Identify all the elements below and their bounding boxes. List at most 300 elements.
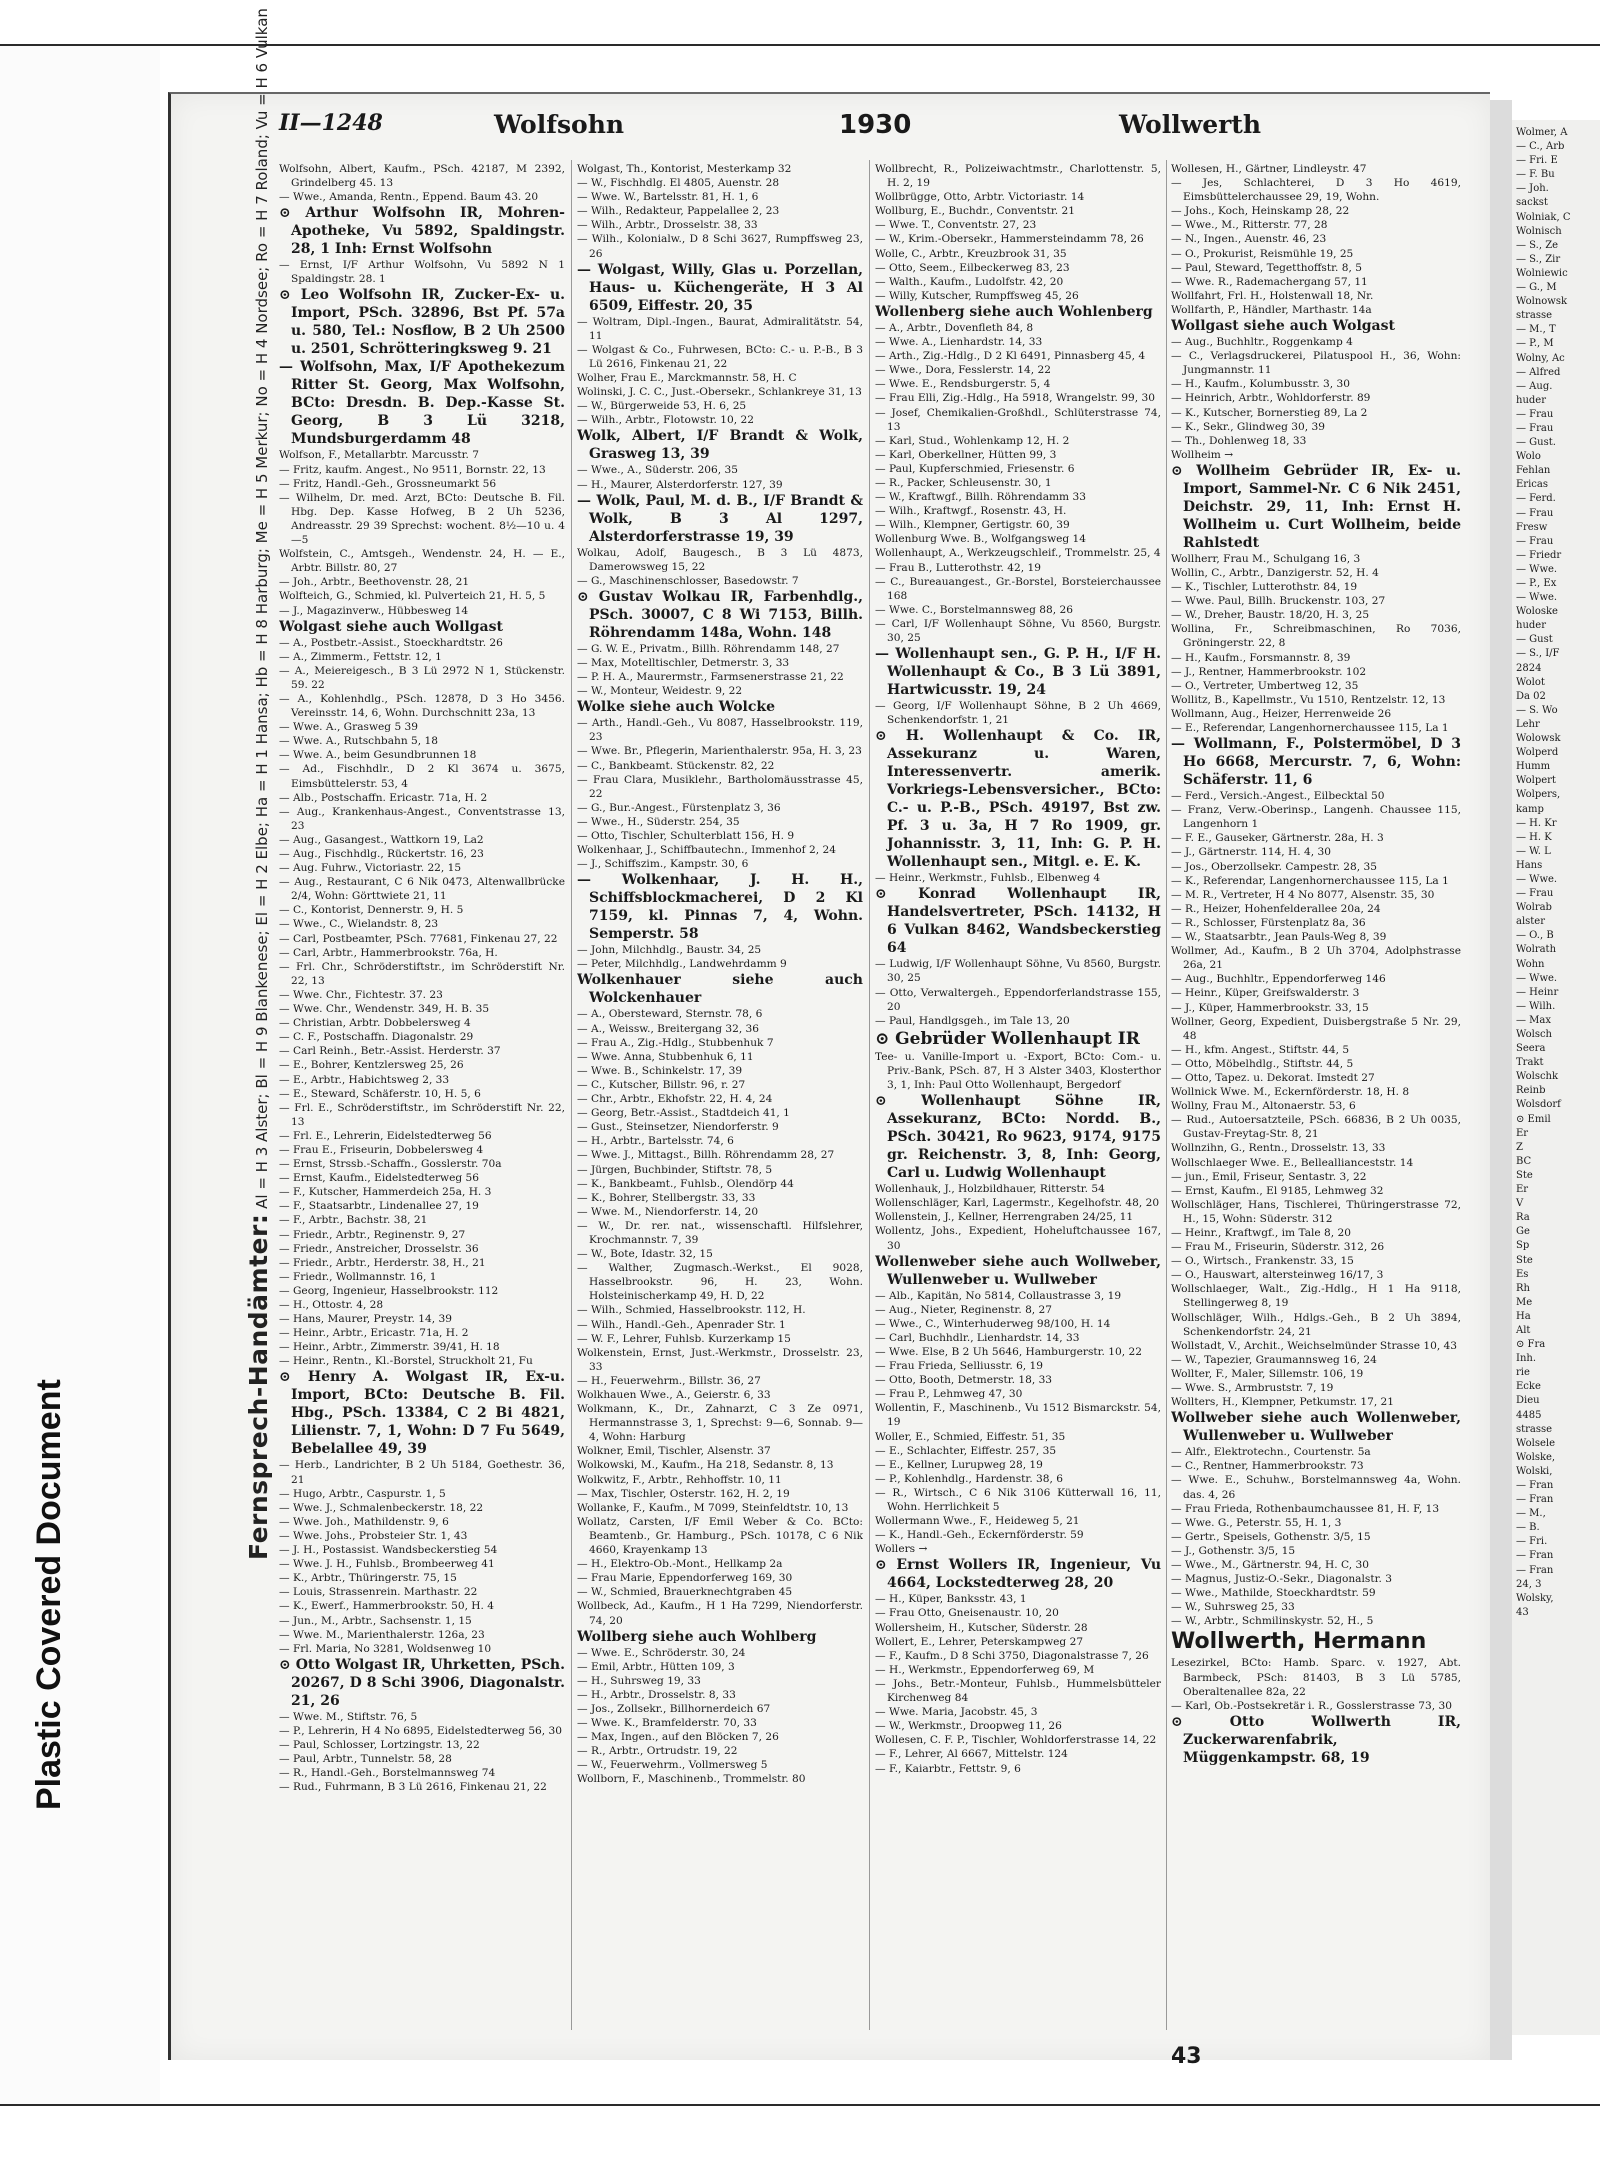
directory-entry: — Wwe. M., Marienthalerstr. 126a, 23: [279, 1628, 485, 1641]
directory-entry: — Arth., Zig.-Hdlg., D 2 Kl 6491, Pinnasberg 45, 4: [875, 350, 1146, 363]
directory-entry: — Wwe., Amanda, Rentn., Eppend. Baum 43. 20: [279, 191, 539, 204]
directory-entry: — K., Bankbeamt., Fuhlsb., Olendörp 44: [577, 1177, 794, 1190]
adjacent-line: — Wwe.: [1516, 873, 1558, 885]
adjacent-line: Sp: [1516, 1240, 1530, 1252]
adjacent-line: Wolski,: [1516, 1465, 1553, 1477]
directory-entry: — Frau E., Friseurin, Dobbelersweg 4: [279, 1143, 484, 1156]
adjacent-line: — F. Bu: [1516, 169, 1555, 181]
adjacent-line: — Fran: [1516, 1480, 1554, 1491]
directory-entry: ⊙ Gustav Wolkau IR, Farbenhdlg., PSch. 30007, C 8 Wi 7153, Billh. Röhrendamm 148a, Wohn. 148: [577, 588, 863, 641]
adjacent-line: Wolowsk: [1516, 733, 1561, 745]
directory-entry: Wollmer, Ad., Kaufm., B 2 Uh 3704, Adolphstrasse 26a, 21: [1171, 945, 1461, 972]
adjacent-line: Fehlan: [1516, 465, 1551, 477]
adjacent-line: — S. Wo: [1516, 704, 1558, 716]
adjacent-line: Wolsele: [1516, 1437, 1555, 1449]
column-divider: [1166, 160, 1167, 2030]
adjacent-line: Fresw: [1516, 521, 1548, 533]
directory-entry: — Otto, Verwaltergeh., Eppendorferlandstrasse 155, 20: [875, 986, 1161, 1013]
adjacent-line: sackst: [1516, 197, 1548, 209]
directory-entry: — Paul, Steward, Tegetthoffstr. 8, 5: [1171, 261, 1362, 274]
directory-entry: — Wwe. M., Niendorferstr. 14, 20: [577, 1205, 759, 1218]
directory-entry: — C., Kontorist, Dennerstr. 9, H. 5: [279, 904, 464, 917]
directory-entry: — Paul, Handlgsgeh., im Tale 13, 20: [875, 1014, 1070, 1027]
directory-entry: — J., Magazinverw., Hübbesweg 14: [279, 604, 469, 617]
adjacent-line: Wolrath: [1516, 944, 1557, 956]
directory-entry: Woller, E., Schmied, Eiffestr. 51, 35: [875, 1430, 1066, 1443]
directory-entry: Wolkner, Emil, Tischler, Alsenstr. 37: [577, 1445, 771, 1458]
directory-entry: Wollenstein, J., Kellner, Herrengraben 24/25, 11: [875, 1211, 1134, 1224]
directory-entry: Wollermann Wwe., F., Heideweg 5, 21: [875, 1515, 1080, 1528]
adjacent-line: Es: [1516, 1268, 1529, 1280]
adjacent-line: Wolot: [1516, 676, 1545, 688]
directory-entry: — K., Ewerf., Hammerbrookstr. 50, H. 4: [279, 1600, 495, 1613]
directory-entry: Wollentin, F., Maschinenb., Vu 1512 Bismarckstr. 54, 19: [875, 1402, 1161, 1429]
directory-entry: — H., Küper, Banksstr. 43, 1: [875, 1593, 1027, 1606]
directory-entry: — M. R., Vertreter, H 4 No 8077, Alsenstr. 35, 30: [1171, 888, 1435, 901]
directory-entry: — C., Kutscher, Billstr. 96, r. 27: [577, 1078, 746, 1091]
directory-entry: — R., Handl.-Geh., Borstelmannsweg 74: [279, 1767, 496, 1780]
directory-entry: — Wwe., C., Winterhuderweg 98/100, H. 14: [875, 1317, 1111, 1330]
directory-entry: Wolher, Frau E., Marckmannstr. 58, H. C: [577, 372, 797, 385]
adjacent-line: Wolperd: [1516, 747, 1559, 759]
adjacent-line: — Fran: [1516, 1564, 1554, 1576]
directory-entry: — H., Maurer, Alsterdorferstr. 127, 39: [577, 478, 783, 491]
directory-entry: Wolfsohn, Albert, Kaufm., PSch. 42187, M 2392, Grindelberg 45. 13: [279, 163, 565, 190]
adjacent-line: Wolske,: [1516, 1451, 1556, 1463]
directory-entry: Wolkenhauer siehe auch Wolckenhauer: [577, 972, 863, 1007]
directory-entry: — Alb., Postschaffn. Ericastr. 71a, H. 2: [279, 791, 488, 804]
adjacent-line: — Wilh.: [1516, 1000, 1556, 1012]
directory-entry: — J. H., Postassist. Wandsbeckerstieg 54: [279, 1544, 498, 1557]
adjacent-line: Wolpers,: [1516, 789, 1561, 801]
adjacent-line: Er: [1516, 1184, 1529, 1196]
directory-entry: — K., Tischler, Lutterothstr. 84, 19: [1171, 581, 1358, 594]
directory-entry: — C., Bureauangest., Gr.-Borstel, Borsteierchaussee 168: [875, 575, 1161, 602]
bottom-border: [0, 2104, 1600, 2106]
adjacent-line: Wolsdorf: [1516, 1099, 1561, 1111]
directory-entry: — O., Hauswart, altersteinweg 16/17, 3: [1171, 1269, 1384, 1282]
directory-entry: Wollersheim, H., Kutscher, Süderstr. 28: [875, 1621, 1088, 1634]
directory-entry: Wollheim →: [1171, 448, 1234, 461]
directory-entry: — Peter, Milchhdlg., Landwehrdamm 9: [577, 958, 787, 971]
directory-entry: Wollesen, C. F. P., Tischler, Wohldorferstrasse 14, 22: [875, 1734, 1157, 1747]
directory-entry: — Jürgen, Buchbinder, Stiftstr. 78, 5: [577, 1163, 773, 1176]
directory-entry: Wollschläger, Wilh., Hdlgs.-Geh., B 2 Uh 3894, Schenkendorfstr. 24, 21: [1171, 1311, 1461, 1338]
directory-entry: — Paul, Arbtr., Tunnelstr. 58, 28: [279, 1753, 452, 1766]
adjacent-line: ⊙ Fra: [1516, 1339, 1546, 1351]
directory-entry: — Wwe. J., Mittagst., Billh. Röhrendamm 28, 27: [577, 1149, 835, 1162]
directory-entry: — N., Ingen., Auenstr. 46, 23: [1171, 233, 1327, 246]
adjacent-line: — Fran: [1516, 1550, 1554, 1562]
directory-entry: ⊙ Wollheim Gebrüder IR, Ex- u. Import, Sammel-Nr. C 6 Nik 2451, Deichstr. 29, 11, Inh: Ernst H. Wollheim u. Curt Wollheim, beide Rahlstedt: [1171, 462, 1461, 551]
adjacent-line: — H. K: [1516, 831, 1552, 843]
adjacent-line: — Ferd.: [1516, 493, 1556, 505]
directory-entry: — Georg, Ingenieur, Hasselbrookstr. 112: [279, 1284, 499, 1297]
adjacent-line: — Fran: [1516, 1494, 1554, 1506]
directory-entry: — Wwe. Chr., Fichtestr. 37. 23: [279, 988, 443, 1001]
directory-entry: — Wwe. B., Schinkelstr. 17, 39: [577, 1064, 743, 1077]
directory-entry: — E., Bohrer, Kentzlersweg 25, 26: [279, 1059, 464, 1072]
adjacent-page: [1512, 120, 1600, 2035]
directory-entry: — Aug., Gasangest., Wattkorn 19, La2: [279, 833, 484, 846]
directory-entry: — W., Werkmstr., Droopweg 11, 26: [875, 1720, 1062, 1733]
directory-entry: Wollitz, B., Kapellmstr., Vu 1510, Rentzelstr. 12, 13: [1171, 693, 1446, 706]
directory-entry: Wollgast siehe auch Wolgast: [1171, 318, 1395, 335]
directory-entry: Wollner, Georg, Expedient, Duisbergstraße 5 Nr. 29, 48: [1171, 1015, 1461, 1042]
directory-entry: — Wwe. J., Schmalenbeckerstr. 18, 22: [279, 1501, 484, 1514]
directory-entry: — Wilh., Klempner, Gertigstr. 60, 39: [875, 519, 1070, 532]
adjacent-line: Hans: [1516, 859, 1543, 871]
directory-entry: Wolgast siehe auch Wollgast: [279, 618, 503, 635]
adjacent-line: — Gust.: [1516, 437, 1556, 449]
adjacent-line: — Joh.: [1516, 183, 1549, 195]
directory-entry: — H., Arbtr., Drosselstr. 8, 33: [577, 1688, 736, 1701]
directory-entry: — Georg, Betr.-Assist., Stadtdeich 41, 1: [577, 1107, 790, 1120]
adjacent-line: BC: [1516, 1155, 1532, 1167]
directory-entry: — Ernst, Kaufm., El 9185, Lehmweg 32: [1171, 1184, 1384, 1197]
directory-entry: — Ludwig, I/F Wollenhaupt Söhne, Vu 8560, Burgstr. 30, 25: [875, 958, 1161, 985]
directory-entry: — F., Lehrer, Al 6667, Mittelstr. 124: [875, 1748, 1068, 1761]
directory-entry: — R., Packer, Schleusenstr. 30, 1: [875, 476, 1052, 489]
directory-entry: — F., Kaufm., D 8 Schi 3750, Diagonalstrasse 7, 26: [875, 1649, 1149, 1662]
directory-entry: Wollentz, Johs., Expedient, Hoheluftchaussee 167, 30: [875, 1225, 1161, 1252]
adjacent-line: rie: [1516, 1367, 1530, 1379]
adjacent-line: — Frau: [1516, 507, 1554, 519]
directory-entry: — Frl. E., Schröderstiftstr., im Schröderstift Nr. 22, 13: [279, 1101, 565, 1128]
adjacent-line: — Friedr: [1516, 549, 1562, 561]
directory-entry: — P., Lehrerin, H 4 No 6895, Eidelstedterweg 56, 30: [279, 1724, 563, 1737]
directory-entry: ⊙ Henry A. Wolgast IR, Ex-u. Import, BCto: Deutsche B. Fil. Hbg., PSch. 13384, C 2 Bi 4821, Lilienstr. 7, 1, Wohn: D 7 Fu 5649, Bebelallee 49, 39: [279, 1369, 565, 1458]
directory-entry: — Friedr., Anstreicher, Drosselstr. 36: [279, 1242, 479, 1255]
directory-entry: — W., Bote, Idastr. 32, 15: [577, 1248, 713, 1261]
directory-entry: — Wwe. A., Grasweg 5 39: [279, 721, 419, 734]
directory-entry: — Louis, Strassenrein. Marthastr. 22: [279, 1586, 478, 1599]
directory-entry: — Ferd., Versich.-Angest., Eilbecktal 50: [1171, 790, 1385, 803]
adjacent-line: — Frau: [1516, 888, 1554, 900]
directory-entry: — Gust., Steinsetzer, Niendorferstr. 9: [577, 1121, 779, 1134]
adjacent-line: — S., Zir: [1516, 253, 1561, 265]
directory-entry: — O., Prokurist, Reismühle 19, 25: [1171, 247, 1354, 260]
directory-entry: Wollenweber siehe auch Wollweber, Wullenweber u. Wullweber: [875, 1253, 1161, 1288]
directory-entry: — Carl, Buchhdlr., Lienhardstr. 14, 33: [875, 1331, 1080, 1344]
directory-entry: Wollina, Fr., Schreibmaschinen, Ro 7036, Gröningerstr. 22, 8: [1171, 623, 1461, 650]
directory-entry: — Wilh., Handl.-Geh., Apenrader Str. 1: [577, 1318, 786, 1331]
adjacent-line: huder: [1516, 394, 1546, 406]
adjacent-line: 24, 3: [1516, 1578, 1542, 1590]
directory-entry: ⊙ Arthur Wolfsohn IR, Mohren-Apotheke, Vu 5892, Spaldingstr. 28, 1 Inh: Ernst Wolfsohn: [279, 205, 565, 258]
directory-entry: — Friedr., Arbtr., Reginenstr. 9, 27: [279, 1228, 466, 1241]
adjacent-line: 4485: [1516, 1409, 1542, 1421]
directory-entry: — K., Bohrer, Stellbergstr. 33, 33: [577, 1191, 756, 1204]
adjacent-line: — Frau: [1516, 422, 1554, 434]
adjacent-line: Wolo: [1516, 451, 1541, 463]
directory-entry: — Wollenhaupt sen., G. P. H., I/F H. Wollenhaupt & Co., B 3 Lü 3891, Hartwicusstr. 19, 24: [875, 646, 1161, 699]
directory-entry: — W., Krim.-Obersekr., Hammersteindamm 78, 26: [875, 233, 1144, 246]
directory-entry: — Frau P., Lehmweg 47, 30: [875, 1388, 1023, 1401]
directory-entry: — Wolgast & Co., Fuhrwesen, BCto: C.- u. P.-B., B 3 Lü 2616, Finkenau 21, 22: [577, 343, 863, 370]
adjacent-line: kamp: [1516, 803, 1544, 815]
directory-entry: — P., Kohlenhdlg., Hardenstr. 38, 6: [875, 1472, 1064, 1485]
directory-entry: — Wwe. A., Rutschbahn 5, 18: [279, 735, 438, 748]
directory-entry: — E., Schlachter, Eiffestr. 257, 35: [875, 1444, 1057, 1457]
directory-entry: Wolle, C., Arbtr., Kreuzbrook 31, 35: [875, 247, 1067, 260]
directory-entry: — Heinr., Küper, Greifswalderstr. 3: [1171, 987, 1360, 1000]
column-3: [875, 162, 1161, 2042]
directory-entry: — G., Bur.-Angest., Fürstenplatz 3, 36: [577, 801, 781, 814]
directory-entry: — J., Rentner, Hammerbrookstr. 102: [1171, 665, 1367, 678]
adjacent-line: — Wwe.: [1516, 592, 1558, 604]
directory-entry: Wollenschläger, Karl, Lagermstr., Kegelhofstr. 48, 20: [875, 1197, 1160, 1210]
directory-entry: — H., Suhrsweg 19, 33: [577, 1674, 701, 1687]
adjacent-line: ⊙ Emil: [1516, 1113, 1551, 1125]
directory-entry: Wollnzihn, G., Rentn., Drosselstr. 13, 33: [1171, 1142, 1386, 1155]
directory-entry: — Herb., Landrichter, B 2 Uh 5184, Goethestr. 36, 21: [279, 1459, 565, 1486]
directory-entry: — Otto, Tischler, Schulterblatt 156, H. 9: [577, 830, 795, 842]
directory-entry: Lesezirkel, BCto: Hamb. Sparc. v. 1927, Abt. Barmbeck, PSch: 81403, B 3 Lü 5785, Oberaltenallee 82a, 22: [1171, 1657, 1461, 1698]
directory-entry: — G., Maschinenschlosser, Basedowstr. 7: [577, 574, 799, 587]
directory-entry: — Wolkenhaar, J. H. H., Schiffsblockmacherei, D 2 Kl 7159, kl. Pinnas 7, 4, Wohn. Semperstr. 58: [577, 872, 863, 943]
directory-entry: — Woltram, Dipl.-Ingen., Baurat, Admiralitätstr. 54, 11: [577, 315, 863, 342]
directory-entry: — Jos., Oberzollsekr. Campestr. 28, 35: [1171, 860, 1377, 873]
directory-entry: — Heinr., Kraftwgf., im Tale 8, 20: [1171, 1227, 1351, 1239]
directory-entry: — F., Kutscher, Hammerdeich 25a, H. 3: [279, 1186, 492, 1199]
directory-entry: Wollfahrt, Frl. H., Holstenwall 18, Nr.: [1171, 289, 1374, 302]
directory-entry: Wollwerth, Hermann: [1171, 1629, 1427, 1655]
directory-entry: — Alb., Kapitän, No 5814, Collaustrasse 3, 19: [875, 1289, 1122, 1302]
directory-entry: — Wwe. Joh., Mathildenstr. 9, 6: [279, 1515, 449, 1528]
directory-entry: — K., Handl.-Geh., Eckernförderstr. 59: [875, 1529, 1084, 1542]
adjacent-line: Ste: [1516, 1169, 1533, 1181]
adjacent-line: — B.: [1516, 1522, 1540, 1534]
directory-entry: — A., Meiereigesch., B 3 Lü 2972 N 1, Stückenstr. 59. 22: [279, 664, 565, 691]
directory-entry: — W., Monteur, Weidestr. 9, 22: [577, 685, 743, 698]
directory-entry: — H., Ottostr. 4, 28: [279, 1299, 384, 1311]
document-label: Plastic Covered Document: [30, 1379, 68, 1810]
adjacent-line: Ra: [1516, 1212, 1530, 1224]
directory-entry: — Wwe. Br., Pflegerin, Marienthalerstr. 95a, H. 3, 23: [577, 745, 862, 758]
directory-entry: — K., Referendar, Langenhornerchaussee 115, La 1: [1171, 874, 1449, 887]
directory-entry: — Max, Motelltischler, Detmerstr. 3, 33: [577, 656, 790, 669]
last-entry-name: Wollwerth: [1119, 110, 1262, 139]
directory-entry: — Jes, Schlachterei, D 3 Ho 4619, Eimsbüttelerchaussee 29, 19, Wohn.: [1171, 177, 1461, 204]
directory-entry: Wollny, Frau M., Altonaerstr. 53, 6: [1171, 1100, 1356, 1113]
directory-entry: — Wwe. E., Schuhw., Borstelmannsweg 4a, Wohn. das. 4, 26: [1171, 1474, 1461, 1501]
directory-entry: — Carl Reinh., Betr.-Assist. Herderstr. 37: [279, 1045, 501, 1058]
directory-entry: — Jun., M., Arbtr., Sachsenstr. 1, 15: [279, 1614, 472, 1627]
adjacent-line: 43: [1516, 1606, 1529, 1618]
directory-entry: — W., Dreher, Baustr. 18/20, H. 3, 25: [1171, 609, 1370, 622]
adjacent-line: strasse: [1516, 1423, 1553, 1435]
directory-entry: — Frau Frieda, Selliusstr. 6, 19: [875, 1360, 1044, 1373]
adjacent-line: Er: [1516, 1127, 1529, 1139]
adjacent-line: — Aug.: [1516, 380, 1553, 392]
directory-entry: — Alfr., Elektrotechn., Courtenstr. 5a: [1171, 1446, 1371, 1459]
directory-entry: Wollnick Wwe. M., Eckernförderstr. 18, H. 8: [1171, 1086, 1410, 1099]
directory-entry: Wollin, C., Arbtr., Danzigerstr. 52, H. 4: [1171, 566, 1379, 579]
adjacent-line: — Heinr: [1516, 986, 1559, 998]
adjacent-line: Woloske: [1516, 606, 1558, 618]
directory-entry: — Walther, Zugmasch.-Werkst., El 9028, Hasselbrookstr. 96, H. 23, Wohn. Holsteinischerkamp 49, H. D, 22: [577, 1262, 863, 1303]
adjacent-line: Ge: [1516, 1226, 1530, 1238]
directory-entry: — Wilh., Kolonialw., D 8 Schi 3627, Rumpffsweg 23, 26: [577, 233, 863, 260]
directory-entry: — Heinr., Arbtr., Ericastr. 71a, H. 2: [279, 1327, 469, 1340]
directory-entry: — H., Kaufm., Forsmannstr. 8, 39: [1171, 651, 1351, 664]
directory-entry: — John, Milchhdlg., Baustr. 34, 25: [577, 944, 762, 957]
directory-entry: — Chr., Arbtr., Ekhofstr. 22, H. 4, 24: [577, 1093, 773, 1106]
directory-entry: — J., Küper, Hammerbrookstr. 33, 15: [1171, 1001, 1369, 1014]
directory-entry: Wolke siehe auch Wolcke: [577, 699, 775, 716]
directory-entry: Wollmann, Aug., Heizer, Herrenweide 26: [1171, 707, 1392, 720]
directory-entry: — Wwe. S., Armbruststr. 7, 19: [1171, 1382, 1334, 1395]
directory-entry: Wollberg siehe auch Wohlberg: [577, 1628, 817, 1645]
directory-entry: Wolkenhaar, J., Schiffbautechn., Immenhof 2, 24: [577, 844, 836, 857]
adjacent-line: Ste: [1516, 1254, 1533, 1266]
adjacent-line: — S., Ze: [1516, 239, 1559, 251]
directory-entry: — F., Staatsarbtr., Lindenallee 27, 19: [279, 1200, 479, 1213]
column-divider: [869, 160, 870, 2030]
side-caption-title: Fernsprech-Handämter:: [244, 1213, 273, 1560]
directory-entry: — H., kfm. Angest., Stiftstr. 44, 5: [1171, 1043, 1350, 1056]
directory-entry: Wolkmann, K., Dr., Zahnarzt, C 3 Ze 0971, Hermannstrasse 3, 1, Sprechst: 9—6, Sonnab. 9—4, Wohn: Harburg: [577, 1403, 863, 1444]
adjacent-line: Z: [1516, 1141, 1523, 1153]
directory-entry: Wollenberg siehe auch Wohlenberg: [875, 303, 1153, 320]
directory-entry: — Wwe. A., beim Gesundbrunnen 18: [279, 749, 477, 762]
directory-entry: — Aug., Krankenhaus-Angest., Conventstrasse 13, 23: [279, 805, 565, 832]
directory-entry: Wolfson, F., Metallarbtr. Marcusstr. 7: [279, 449, 480, 462]
directory-entry: Wolkau, Adolf, Baugesch., B 3 Lü 4873, Damerowsweg 15, 22: [577, 546, 863, 573]
directory-entry: — Franz, Verw.-Oberinsp., Langenh. Chaussee 115, Langenhorn 1: [1171, 804, 1461, 831]
directory-entry: Wollschlaeger Wwe. E., Belleallianceststr. 14: [1171, 1156, 1414, 1169]
directory-entry: Wolkhauen Wwe., A., Geierstr. 6, 33: [577, 1389, 771, 1401]
directory-entry: — W. F., Lehrer, Fuhlsb. Kurzerkamp 15: [577, 1332, 791, 1345]
directory-entry: — E., Arbtr., Habichtsweg 2, 33: [279, 1073, 450, 1086]
directory-entry: Wollbeck, Ad., Kaufm., H 1 Ha 7299, Niendorferstr. 74, 20: [577, 1600, 863, 1627]
directory-entry: — Fritz, kaufm. Angest., No 9511, Bornstr. 22, 13: [279, 463, 546, 476]
directory-entry: — Frau Clara, Musiklehr., Bartholomäusstrasse 45, 22: [577, 773, 863, 800]
directory-entry: — E., Referendar, Langenhornerchaussee 115, La 1: [1171, 722, 1449, 734]
directory-entry: — Jos., Zollsekr., Billhornerdeich 67: [577, 1702, 771, 1715]
directory-entry: — Aug., Restaurant, C 6 Nik 0473, Altenwallbrücke 2/4, Wohn: Görttwiete 21, 11: [279, 876, 565, 903]
directory-entry: — A., Kohlenhdlg., PSch. 12878, D 3 Ho 3456. Vereinsstr. 14, 6, Wohn. Durchschnitt 23a, 13: [279, 692, 565, 720]
adjacent-line: Wolnisch: [1516, 225, 1562, 237]
directory-entry: — Hans, Maurer, Preystr. 14, 39: [279, 1313, 452, 1326]
directory-entry: — Johs., Koch, Heinskamp 28, 22: [1171, 205, 1350, 218]
directory-entry: Wolkwitz, F., Arbtr., Rehhoffstr. 10, 11: [577, 1473, 782, 1486]
directory-entry: Wolkowski, M., Kaufm., Ha 218, Sedanstr. 8, 13: [577, 1459, 834, 1472]
directory-entry: — J., Schiffszim., Kampstr. 30, 6: [577, 858, 749, 871]
adjacent-line: Ecke: [1516, 1381, 1541, 1393]
directory-entry: Wollborn, F., Maschinenb., Trommelstr. 80: [577, 1773, 806, 1786]
directory-entry: — Wwe., C., Wielandstr. 8, 23: [279, 918, 439, 931]
page-header: [279, 110, 1459, 150]
directory-entry: — K., Kutscher, Bornerstieg 89, La 2: [1171, 406, 1368, 419]
directory-entry: — Wwe. R., Rademachergang 57, 11: [1171, 275, 1368, 288]
adjacent-line: Wolniewic: [1516, 267, 1568, 279]
directory-entry: Wollenhauk, J., Holzbildhauer, Ritterstr. 54: [875, 1183, 1105, 1196]
directory-entry: — Wwe. A., Lienhardstr. 14, 33: [875, 336, 1043, 349]
adjacent-line: Humm: [1516, 761, 1551, 773]
directory-entry: — Willy, Kutscher, Rumpffsweg 45, 26: [875, 289, 1079, 302]
directory-entry: — Aug., Nieter, Reginenstr. 8, 27: [875, 1303, 1053, 1316]
directory-entry: — Frau Otto, Gneisenaustr. 10, 20: [875, 1607, 1059, 1620]
directory-entry: — W., Dr. rer. nat., wissenschaftl. Hilfslehrer, Krochmannstr. 7, 39: [577, 1219, 863, 1246]
directory-entry: Wollters, H., Klempner, Petkumstr. 17, 21: [1171, 1396, 1395, 1409]
directory-entry: — Friedr., Wollmannstr. 16, 1: [279, 1270, 437, 1283]
adjacent-line: Wolsch: [1516, 1029, 1552, 1040]
adjacent-line: — P., Ex: [1516, 578, 1557, 589]
directory-entry: — Paul, Kupferschmied, Friesenstr. 6: [875, 462, 1075, 475]
directory-entry: — Ad., Fischhdlr., D 2 Kl 3674 u. 3675, Eimsbüttelerstr. 53, 4: [279, 763, 565, 790]
directory-entry: — Frl. E., Lehrerin, Eidelstedterweg 56: [279, 1129, 492, 1142]
directory-entry: — Wwe. Johs., Probsteier Str. 1, 43: [279, 1529, 468, 1542]
adjacent-line: Seera: [1516, 1043, 1546, 1055]
directory-entry: — Fritz, Handl.-Geh., Grossneumarkt 56: [279, 477, 497, 490]
adjacent-line: huder: [1516, 620, 1546, 632]
directory-entry: — Otto, Tapez. u. Dekorat. Imstedt 27: [1171, 1071, 1375, 1084]
column-1: [279, 162, 565, 2042]
directory-entry: — W., Tapezier, Graumannsweg 16, 24: [1171, 1353, 1377, 1366]
directory-entry: — C. F., Postschaffn. Diagonalstr. 29: [279, 1031, 474, 1044]
directory-entry: — Max, Tischler, Osterstr. 162, H. 2, 19: [577, 1487, 790, 1500]
directory-entry: — Joh., Arbtr., Beethovenstr. 28, 21: [279, 576, 470, 589]
directory-entry: — Frau Marie, Eppendorferweg 169, 30: [577, 1572, 793, 1585]
directory-entry: — Wwe., H., Süderstr. 254, 35: [577, 815, 740, 828]
directory-entry: — C., Verlagsdruckerei, Pilatuspool H., 36, Wohn: Jungmannstr. 11: [1171, 350, 1461, 377]
directory-entry: — Wwe. M., Stiftstr. 76, 5: [279, 1710, 418, 1723]
directory-entry: — Otto, Seem., Eilbeckerweg 83, 23: [875, 261, 1070, 274]
directory-entry: — K., Sekr., Glindweg 30, 39: [1171, 420, 1325, 433]
directory-entry: — R., Wirtsch., C 6 Nik 3106 Kütterwall 16, 11, Wohn. Herrlichkeit 5: [875, 1486, 1161, 1513]
adjacent-line: alster: [1516, 916, 1546, 928]
directory-entry: — Otto, Möbelhdlg., Stiftstr. 44, 5: [1171, 1057, 1354, 1070]
directory-entry: — H., Kaufm., Kolumbusstr. 3, 30: [1171, 378, 1351, 391]
directory-entry: — F., Arbtr., Bachstr. 38, 21: [279, 1214, 428, 1227]
adjacent-line: 2824: [1516, 662, 1542, 674]
directory-entry: — Otto, Booth, Detmerstr. 18, 33: [875, 1374, 1053, 1387]
directory-entry: Wollfarth, P., Händler, Marthastr. 14a: [1171, 303, 1372, 316]
directory-entry: — Wolfsohn, Max, I/F Apothekezum Ritter St. Georg, Max Wolfsohn, BCto: Dresdn. B. Dep.-Kasse St. Georg, B 3 Lü 3218, Mundsburgerdamm 48: [279, 359, 565, 448]
directory-entry: — Heinr., Arbtr., Zimmerstr. 39/41, H. 18: [279, 1341, 500, 1354]
year: 1930: [839, 110, 912, 140]
adjacent-line: Trakt: [1516, 1057, 1544, 1069]
directory-entry: — Ernst, I/F Arthur Wolfsohn, Vu 5892 N 1 Spaldingstr. 28. 1: [279, 259, 565, 286]
directory-entry: ⊙ Leo Wolfsohn IR, Zucker-Ex- u. Import, PSch. 32896, Bst Pf. 57a u. 580, Tel.: Nosflow, B 2 Uh 2500 u. 2501, Schrötteringksweg 9. 21: [279, 287, 565, 358]
directory-entry: — Wilh., Kraftwgf., Rosenstr. 43, H.: [875, 505, 1067, 518]
adjacent-line: — Wwe.: [1516, 563, 1558, 575]
directory-entry: — H., Elektro-Ob.-Mont., Hellkamp 2a: [577, 1558, 783, 1571]
directory-entry: — W., Fischhdlg. El 4805, Auenstr. 28: [577, 177, 780, 190]
directory-entry: — H., Feuerwehrm., Billstr. 36, 27: [577, 1374, 761, 1387]
adjacent-line: — Fri.: [1516, 1536, 1548, 1548]
adjacent-line: V: [1516, 1198, 1524, 1210]
directory-entry: ⊙ Wollenhaupt Söhne IR, Assekuranz, BCto: Nordd. B., PSch. 30421, Ro 9623, 9174, 9175 gr. Reichenstr. 3, 8, Inh: Georg, Carl u. Ludwig Wollenhaupt: [875, 1093, 1161, 1182]
directory-entry: — Wollmann, F., Polstermöbel, D 3 Ho 6668, Mercurstr. 7, 6, Wohn: Schäferstr. 11, 6: [1171, 736, 1461, 789]
directory-page: [168, 92, 1490, 2069]
adjacent-line: — P., M: [1516, 338, 1554, 350]
directory-entry: — Ernst, Kaufm., Eidelstedterweg 56: [279, 1172, 479, 1185]
directory-entry: Wollanke, F., Kaufm., M 7099, Steinfeldtstr. 10, 13: [577, 1501, 849, 1514]
directory-entry: — Wilh., Arbtr., Drosselstr. 38, 33: [577, 219, 758, 232]
directory-entry: — Johs., Betr.-Monteur, Fuhlsb., Hummelsbütteler Kirchenweg 84: [875, 1677, 1161, 1705]
directory-entry: — Carl, I/F Wollenhaupt Söhne, Vu 8560, Burgstr. 30, 25: [875, 617, 1161, 644]
directory-entry: ⊙ H. Wollenhaupt & Co. IR, Assekuranz u. Waren, Interessenvertr. amerik. Vorkriegs-Lebensversicher., BCto: C.- u. P.-B., PSch. 49197, Bst zw. Pf. 3 u. 3a, H 7 Ro 1909, gr. Johannisstr. 3, 11, Inh: G. P. H. Wollenhaupt sen., Mitgl. e. E. K.: [875, 728, 1161, 871]
adjacent-line: — O., B: [1516, 930, 1554, 942]
directory-entry: — Aug., Buchhltr., Roggenkamp 4: [1171, 336, 1353, 349]
directory-entry: — W., Suhrsweg 25, 33: [1171, 1601, 1295, 1614]
directory-entry: — Frau Frieda, Rothenbaumchaussee 81, H. F, 13: [1171, 1502, 1440, 1515]
directory-entry: — Heinrich, Arbtr., Wohldorferstr. 89: [1171, 392, 1371, 405]
directory-entry: — Wwe. C., Borstelmannsweg 88, 26: [875, 603, 1073, 616]
